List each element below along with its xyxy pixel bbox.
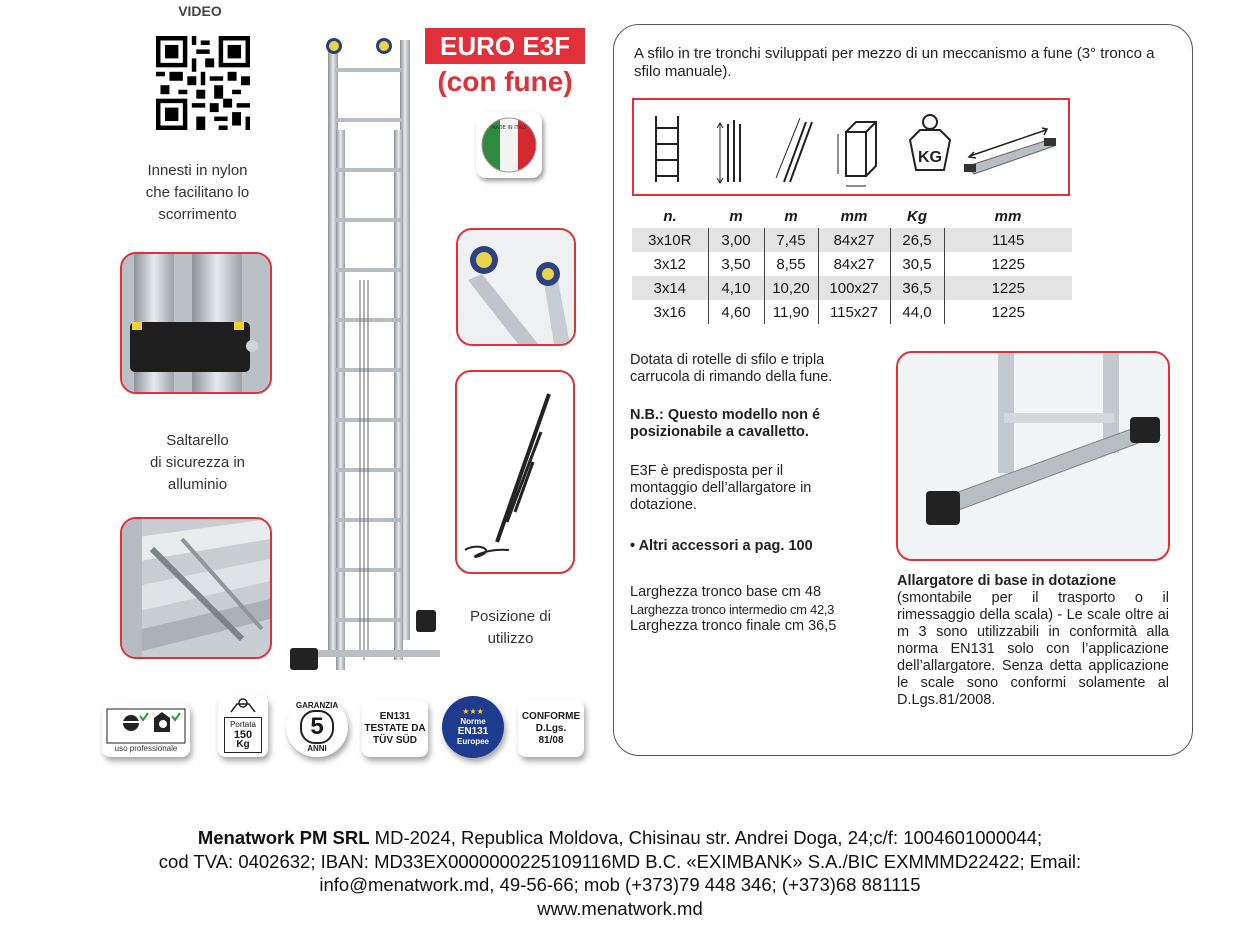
cell-profile: 84x27 [818, 228, 890, 252]
en131-line: EN131 [379, 710, 411, 722]
width-line: Larghezza tronco finale cm 36,5 [630, 618, 837, 634]
cell-closed-height: 3,00 [708, 228, 764, 252]
cell-profile: 115x27 [818, 300, 890, 324]
base-width-icon [964, 128, 1056, 174]
ladder-photo [290, 30, 440, 680]
conforme-line: D.Lgs. [535, 722, 567, 734]
norme-europee-badge [442, 696, 504, 758]
cell-base-width: 1225 [944, 300, 1072, 324]
header-cell: m [729, 207, 743, 225]
cell-model: 3x10R [632, 228, 708, 252]
conforme-line: 81/08 [538, 734, 564, 746]
cell-extended-height: 10,20 [764, 276, 818, 300]
nylon-insert-photo [120, 252, 272, 394]
ladder-steps-icon [656, 116, 678, 182]
warranty-word: GARANZIA [295, 701, 339, 710]
norme-line: EN131 [457, 726, 489, 737]
specs-header-row [632, 204, 1072, 228]
qr-code[interactable] [156, 36, 250, 130]
extended-height-icon [776, 118, 812, 182]
conforme-badge [518, 700, 584, 757]
cell-model: 3x14 [632, 276, 708, 300]
load-capacity-badge [218, 695, 268, 757]
cell-weight: 44,0 [890, 300, 944, 324]
header-cell: n. [663, 207, 677, 225]
cell-closed-height: 3,50 [708, 252, 764, 276]
en131-line: TESTATE DA [364, 722, 426, 734]
company-footer [0, 826, 1240, 920]
allargatore-title: Allargatore di base in dotazione [897, 573, 1117, 589]
header-cell: mm [840, 207, 868, 225]
dotata-text: Dotata di rotelle di sfilo e tripla carrucola di rimando della fune. [630, 352, 833, 385]
footer-contacts[interactable]: info@menatwork.md, 49-56-66; mob (+373)79 448 346; (+373)68 881115 [319, 874, 921, 895]
cell-closed-height: 4,60 [708, 300, 764, 324]
cell-weight: 30,5 [890, 252, 944, 276]
header-cell: mm [994, 207, 1022, 225]
rollers-photo [456, 228, 576, 346]
en131-line: TÜV SÜD [373, 734, 417, 746]
intro-text: A sfilo in tre tronchi sviluppati per mezzo di un meccanismo a fune (3° tronco a sfilo manuale). [634, 45, 1155, 80]
width-line: Larghezza tronco base cm 48 [630, 584, 822, 600]
cell-extended-height: 8,55 [764, 252, 818, 276]
usage-position-illustration [455, 370, 575, 574]
specs-table [632, 204, 1072, 324]
caption-nylon-line: Innesti in nylon [147, 162, 248, 179]
cell-base-width: 1225 [944, 252, 1072, 276]
caption-position-line: Posizione di [470, 608, 551, 625]
width-line: Larghezza tronco intermedio cm 42,3 [630, 602, 835, 617]
cell-profile: 100x27 [818, 276, 890, 300]
caption-saltarello-line: di sicurezza in [149, 454, 246, 471]
italy-flag-icon [476, 112, 542, 178]
footer-line-1 [0, 826, 1240, 850]
weight-bell-icon [221, 697, 265, 713]
company-address: MD-2024, Republica Moldova, Chisinau str. Andrei Doga, 24;c/f: 1004601000044; [369, 827, 1043, 848]
professional-use-badge [102, 703, 190, 757]
cell-model: 3x12 [653, 255, 687, 273]
warranty-unit: ANNI [307, 744, 327, 753]
caption-saltarello-line: alluminio [167, 476, 228, 493]
table-row [632, 252, 1072, 276]
footer-website[interactable]: www.menatwork.md [537, 897, 703, 919]
made-in-italy-badge [476, 112, 542, 178]
widths-list [630, 584, 880, 635]
spec-icons-strip [632, 98, 1070, 196]
allargatore-photo [896, 351, 1170, 561]
load-value: 150 [233, 729, 253, 741]
norme-line: Europee [456, 737, 489, 746]
conforme-line: CONFORME [521, 710, 581, 722]
load-unit: Kg [236, 739, 250, 750]
video-label: VIDEO [178, 3, 222, 19]
accessori-link[interactable]: • Altri accessori a pag. 100 [630, 538, 813, 554]
table-row [632, 228, 1072, 252]
seal-text: MADE IN ITALY [491, 125, 527, 131]
load-label: Portata [230, 720, 256, 729]
product-subtitle: (con fune) [437, 66, 573, 97]
e3f-text: E3F è predisposta per il montaggio dell’allargatore in dotazione. [630, 463, 812, 513]
weight-icon-text: KG [918, 149, 942, 166]
en131-tested-badge [362, 700, 428, 757]
cell-profile: 84x27 [818, 252, 890, 276]
saltarello-photo [120, 517, 272, 659]
caption-nylon-line: scorrimento [158, 206, 237, 223]
caption-saltarello [115, 430, 280, 496]
caption-position [448, 606, 573, 650]
caption-nylon [115, 160, 280, 226]
norme-line: Norme [460, 717, 486, 726]
caption-saltarello-line: Saltarello [166, 432, 229, 449]
company-name: Menatwork PM SRL [197, 827, 370, 848]
cell-extended-height: 11,90 [764, 300, 818, 324]
weight-icon [910, 115, 950, 170]
cell-base-width: 1145 [944, 228, 1072, 252]
warranty-years: 5 [300, 710, 334, 744]
worker-icon [106, 708, 186, 744]
footer-line-2: cod TVA: 0402632; IBAN: MD33EX0000000225109116MD B.C. «EXIMBANK» S.A./BIC EXMMMD22422; Email: [158, 850, 1082, 872]
profile-section-icon [838, 122, 876, 186]
table-row [632, 276, 1072, 300]
cell-base-width: 1225 [944, 276, 1072, 300]
closed-height-icon [717, 120, 740, 183]
cell-weight: 36,5 [890, 276, 944, 300]
eu-stars-icon: ★★★ [462, 707, 484, 716]
cell-weight: 26,5 [890, 228, 944, 252]
allargatore-block [897, 573, 1169, 709]
professional-use-text: uso professionale [114, 743, 178, 753]
header-cell: m [784, 207, 798, 225]
nb-text: N.B.: Questo modello non é posizionabile a cavalletto. [630, 407, 821, 440]
caption-position-line: utilizzo [487, 630, 534, 647]
cell-model: 3x16 [653, 303, 687, 321]
product-model: EURO E3F [425, 28, 585, 64]
allargatore-description: (smontabile per il trasporto o il rimessaggio della scala) - Le scale oltre ai m 3 sono utilizzabili in conformità alla norma EN131 solo con l’applicazione dell’allargatore. Senza detta applicazione le scale sono conformi solamente al D.Lgs.81/2008. [897, 590, 1169, 708]
header-cell: Kg [907, 207, 927, 225]
cell-closed-height: 4,10 [708, 276, 764, 300]
table-row [632, 300, 1072, 324]
caption-nylon-line: che facilitano lo [145, 184, 250, 201]
warranty-badge [286, 697, 348, 757]
cell-extended-height: 7,45 [764, 228, 818, 252]
